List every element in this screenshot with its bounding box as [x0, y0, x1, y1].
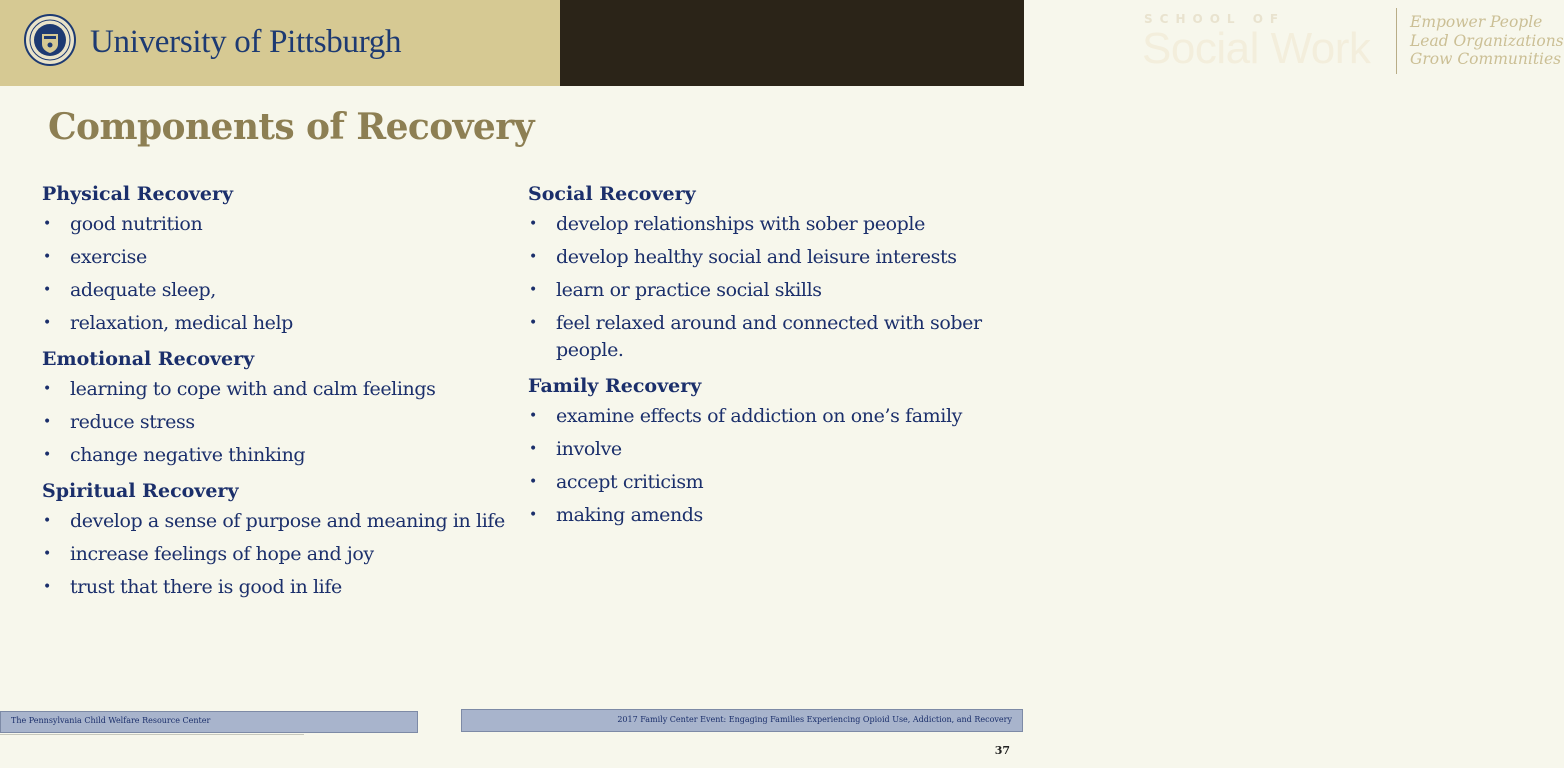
footer-divider	[0, 734, 304, 735]
footer-event-title: 2017 Family Center Event: Engaging Families Experiencing Opioid Use, Addiction, and Recovery	[617, 715, 1012, 724]
list-item: • trust that there is good in life	[42, 574, 512, 601]
list-item: • exercise	[42, 244, 512, 271]
list-item: • change negative thinking	[42, 442, 512, 469]
tagline-1: Empower People	[1410, 13, 1543, 31]
bullet: •	[529, 441, 537, 457]
university-name: University of Pittsburgh	[90, 24, 402, 60]
list-item: • examine effects of addiction on one’s family	[528, 403, 1018, 430]
school-of-label: SCHOOL OF	[1144, 12, 1286, 26]
footer-right-bar	[461, 709, 1023, 732]
bullet: •	[43, 315, 51, 331]
footer-left-bar	[0, 711, 418, 733]
bullet: •	[43, 282, 51, 298]
slide-header	[0, 0, 1564, 86]
spiritual-recovery-heading: Spiritual Recovery	[42, 480, 239, 502]
list-item: • involve	[528, 436, 1018, 463]
list-item: • develop a sense of purpose and meaning in life	[42, 508, 512, 535]
right-column	[528, 178, 1018, 535]
bullet: •	[43, 249, 51, 265]
social-recovery-heading: Social Recovery	[528, 183, 696, 205]
list-item: • feel relaxed around and connected with sober people.	[529, 312, 982, 361]
tagline-3: Grow Communities	[1410, 50, 1562, 68]
family-recovery-heading: Family Recovery	[528, 375, 702, 397]
bullet: •	[43, 414, 51, 430]
emotional-recovery-heading: Emotional Recovery	[42, 348, 255, 370]
list-item: • good nutrition	[42, 211, 512, 238]
list-item: • relaxation, medical help	[42, 310, 512, 337]
bullet: •	[43, 546, 51, 562]
bullet: •	[529, 282, 537, 298]
school-banner	[560, 0, 1564, 86]
emotional-recovery-list	[42, 376, 512, 469]
list-item: • learning to cope with and calm feelings	[42, 376, 512, 403]
list-item: • reduce stress	[42, 409, 512, 436]
list-item: • learn or practice social skills	[528, 277, 1018, 304]
footer-organization: The Pennsylvania Child Welfare Resource Center	[11, 716, 211, 725]
social-work-label: Social Work	[1142, 24, 1371, 73]
university-seal-icon	[24, 14, 76, 66]
physical-recovery-list	[42, 211, 512, 337]
university-banner	[0, 0, 560, 86]
bullet: •	[43, 381, 51, 397]
physical-recovery-heading: Physical Recovery	[42, 183, 234, 205]
bullet: •	[43, 513, 51, 529]
page-number: 37	[994, 744, 1010, 757]
bullet: •	[529, 408, 537, 424]
bullet: •	[43, 216, 51, 232]
bullet: •	[529, 315, 537, 331]
bullet: •	[529, 507, 537, 523]
tagline-2: Lead Organizations	[1410, 32, 1564, 50]
bullet: •	[529, 249, 537, 265]
social-recovery-list	[528, 211, 1018, 364]
bullet: •	[529, 216, 537, 232]
family-recovery-list	[528, 403, 1018, 529]
list-item: • accept criticism	[528, 469, 1018, 496]
bullet: •	[43, 579, 51, 595]
left-column	[42, 178, 512, 607]
list-item: • adequate sleep,	[42, 277, 512, 304]
list-item: • increase feelings of hope and joy	[42, 541, 512, 568]
slide-title: Components of Recovery	[48, 106, 534, 148]
spiritual-recovery-list	[42, 508, 512, 601]
bullet: •	[43, 447, 51, 463]
list-item: • develop relationships with sober people	[528, 211, 1018, 238]
list-item: • develop healthy social and leisure interests	[528, 244, 1018, 271]
list-item: • making amends	[528, 502, 1018, 529]
bullet: •	[529, 474, 537, 490]
header-divider	[1396, 8, 1397, 74]
